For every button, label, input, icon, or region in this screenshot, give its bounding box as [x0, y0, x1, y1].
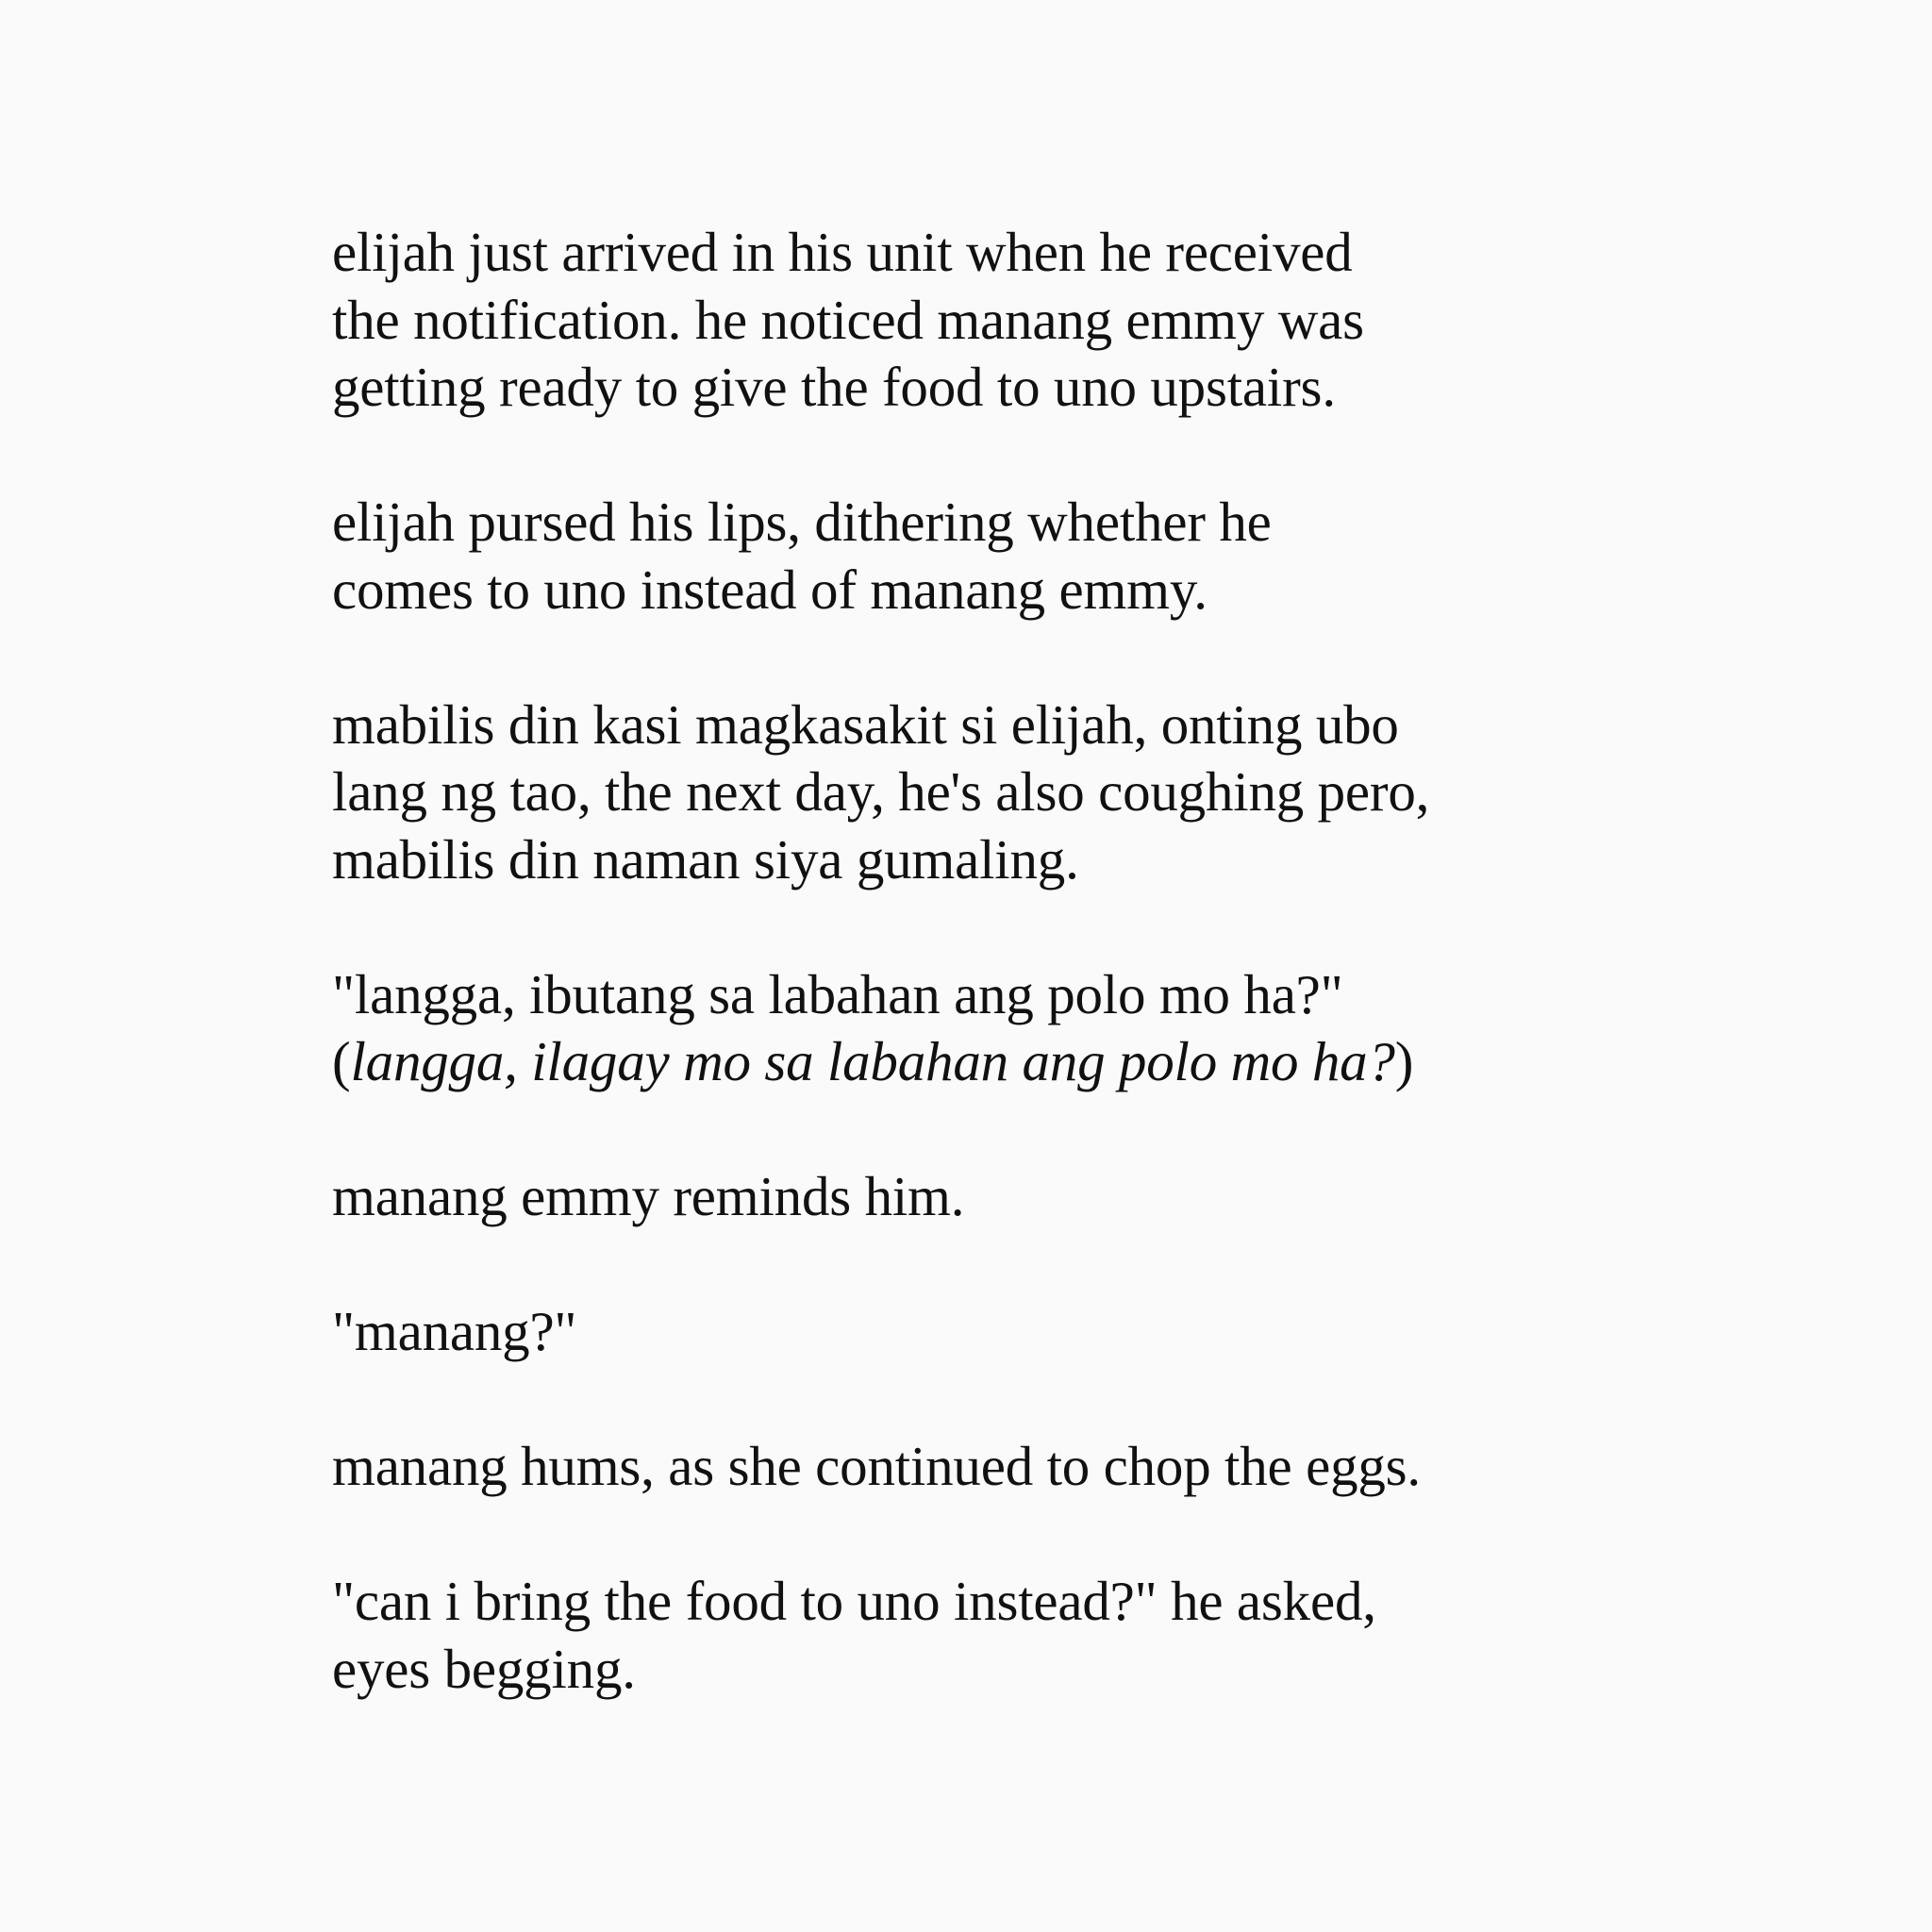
paragraph-dialogue-manang [332, 1298, 1709, 1366]
paragraph-dialogue-langga [332, 961, 1709, 1096]
paragraph-reminds [332, 1163, 1709, 1231]
text-line: manang emmy reminds him. [332, 1165, 965, 1227]
text-line: getting ready to give the food to uno upstairs. [332, 356, 1336, 418]
dialogue-line: "manang?" [332, 1300, 577, 1362]
paragraph-hums [332, 1433, 1709, 1501]
text-line: manang hums, as she continued to chop the eggs. [332, 1435, 1421, 1497]
paragraph-dialogue-bring-food [332, 1568, 1709, 1703]
translation-text: langga, ilagay mo sa labahan ang polo mo ha? [350, 1030, 1395, 1092]
text-line: elijah just arrived in his unit when he received [332, 221, 1353, 283]
story-text [332, 219, 1709, 1771]
dialogue-line: "can i bring the food to uno instead?" he asked, [332, 1570, 1376, 1632]
text-line: mabilis din naman siya gumaling. [332, 827, 1079, 891]
text-line: eyes begging. [332, 1637, 636, 1700]
paragraph-arrival [332, 219, 1709, 422]
paragraph-dithering [332, 489, 1709, 624]
translation-line [332, 1028, 1709, 1096]
text-line: elijah pursed his lips, dithering whether he [332, 491, 1272, 553]
text-line: lang ng tao, the next day, he's also coughing pero, [332, 760, 1430, 823]
paragraph-sickness [332, 691, 1709, 894]
text-line: comes to uno instead of manang emmy. [332, 558, 1208, 621]
translation-close-paren: ) [1394, 1030, 1414, 1092]
dialogue-line: "langga, ibutang sa labahan ang polo mo ha?" [332, 962, 1343, 1025]
translation-open-paren: ( [332, 1030, 351, 1092]
text-line: mabilis din kasi magkasakit si elijah, onting ubo [332, 692, 1399, 756]
text-line: the notification. he noticed manang emmy was [332, 288, 1364, 351]
